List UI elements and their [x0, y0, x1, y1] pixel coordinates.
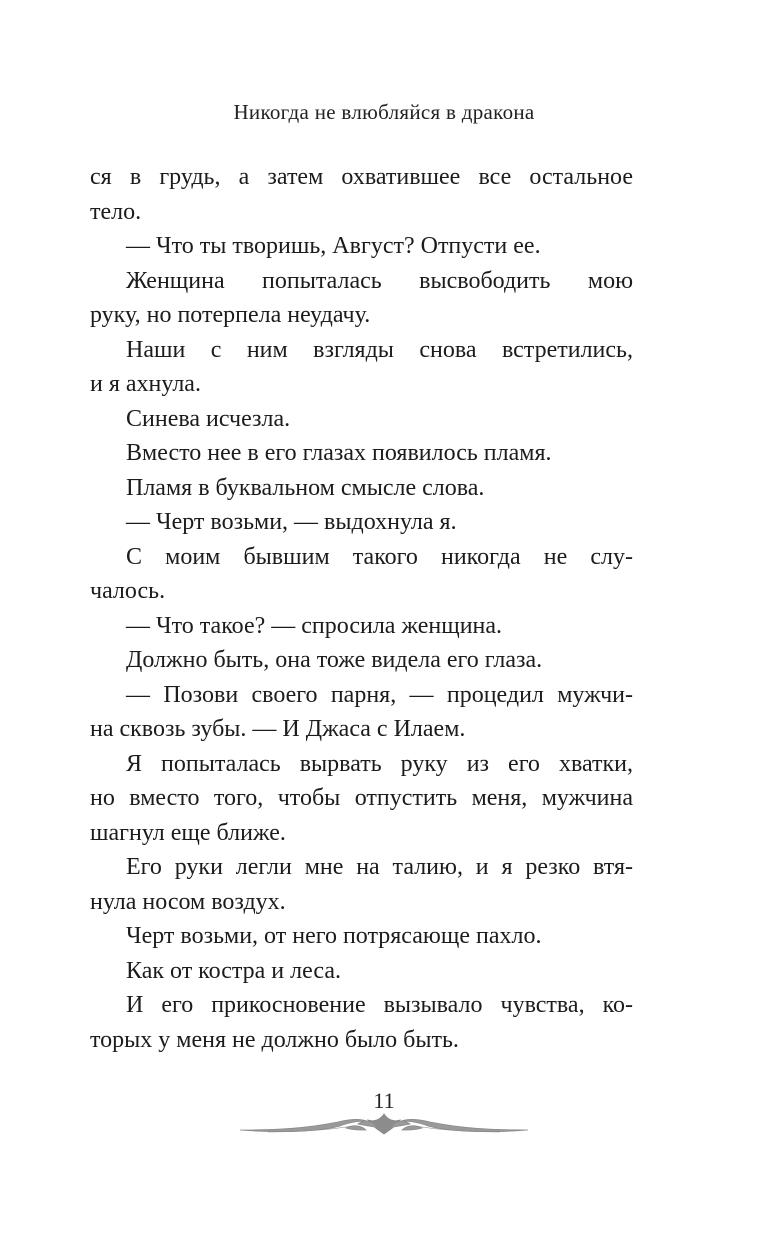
running-head: Никогда не влюбляйся в дракона	[233, 100, 535, 124]
text-line: Наши с ним взгляды снова встретились,	[126, 336, 633, 363]
text-line: нула носом воздух.	[90, 888, 286, 915]
text-line: Женщина попыталась высвободить мою	[126, 267, 633, 294]
text-line: руку, но потерпела неудачу.	[90, 302, 371, 328]
body-text	[90, 160, 633, 1057]
page-number: 11	[373, 1088, 395, 1113]
text-line: торых у меня не должно было быть.	[90, 1026, 459, 1053]
text-line: Должно быть, она тоже видела его глаза.	[126, 647, 543, 673]
text-line: тело.	[90, 198, 142, 225]
text-line: Черт возьми, от него потрясающе пахло.	[126, 923, 542, 949]
text-line: на сквозь зубы. — И Джаса с Илаем.	[90, 716, 466, 742]
text-line: ся в грудь, а затем охватившее все остальное	[90, 164, 633, 190]
text-line: — Черт возьми, — выдохнула я.	[126, 509, 457, 535]
flourish-ornament-icon	[238, 1108, 530, 1138]
text-line: Синева исчезла.	[126, 405, 291, 432]
text-line: Как от костра и леса.	[126, 957, 341, 984]
text-line: — Что ты творишь, Август? Отпусти ее.	[126, 233, 541, 259]
text-line: С моим бывшим такого никогда не слу-	[126, 543, 633, 570]
text-line: И его прикосновение вызывало чувства, ко-	[126, 992, 633, 1018]
text-line: шагнул еще ближе.	[90, 819, 286, 846]
text-line: и я ахнула.	[90, 371, 201, 397]
text-line: чалось.	[90, 578, 166, 604]
text-line: Я попыталась вырвать руку из его хватки,	[126, 750, 633, 777]
text-line: — Что такое? — спросила женщина.	[126, 612, 503, 639]
text-line: Пламя в буквальном смысле слова.	[126, 474, 485, 501]
text-line: Его руки легли мне на талию, и я резко втя-	[126, 854, 633, 880]
text-line: но вместо того, чтобы отпустить меня, мужчина	[90, 785, 633, 811]
text-line: Вместо нее в его глазах появилось пламя.	[126, 440, 552, 466]
text-line: — Позови своего парня, — процедил мужчи-	[126, 681, 633, 708]
